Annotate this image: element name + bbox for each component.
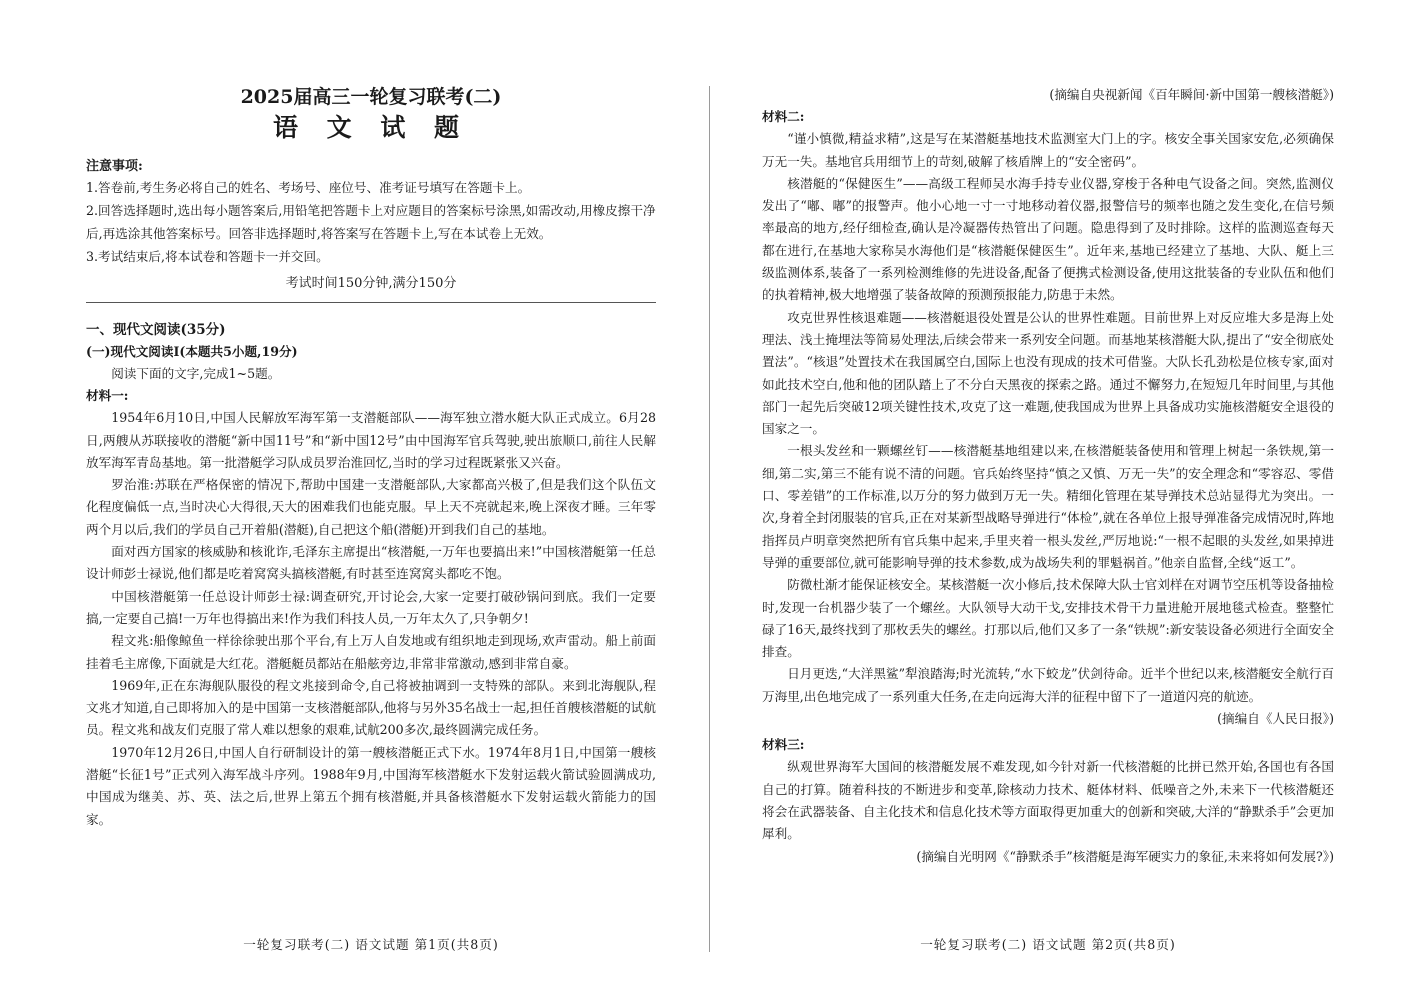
exam-title: 2025届高三一轮复习联考(二) [240, 86, 502, 108]
notice-title: 注意事项: [86, 159, 143, 174]
sub-heading: (一)现代文阅读Ⅰ(本题共5小题,19分) [86, 344, 298, 359]
notice-item: 2.回答选择题时,选出每小题答案后,用铅笔把答题卡上对应题目的答案标号涂黑,如需改动,用橡皮擦干净后,再选涂其他答案标号。回答非选择题时,将答案写在答题卡上,写在本试卷上无效。 [86, 203, 656, 241]
material-3-label: 材料三: [762, 737, 805, 753]
material-1-paragraph: 1969年,正在东海舰队服役的程文兆接到命令,自己将被抽调到一支特殊的部队。来到北海舰队,程文兆才知道,自己即将加入的是中国第一支核潜艇部队,他将与另外35名战士一起,担任首艘核潜艇的试航员。程文兆和战友们克服了常人难以想象的艰难,试航200多次,最终圆满完成任务。 [86, 677, 656, 738]
material-3-source: (摘编自光明网《“静默杀手”核潜艇是海军硬实力的象征,未来将如何发展?》) [916, 848, 1334, 864]
material-2-paragraph: “谨小慎微,精益求精”,这是写在某潜艇基地技术监测室大门上的字。核安全事关国家安危,必须确保万无一失。基地官兵用细节上的苛刻,破解了核盾牌上的“安全密码”。 [762, 131, 1334, 169]
page-1 [86, 84, 656, 831]
material-1-paragraph: 1970年12月26日,中国人自行研制设计的第一艘核潜艇正式下水。1974年8月1日,中国第一艘核潜艇“长征1号”正式列入海军战斗序列。1988年9月,中国海军核潜艇水下发射运载火箭试验圆满成功,中国成为继美、苏、英、法之后,世界上第五个拥有核潜艇,并具备核潜艇水下发射运载火箭能力的国家。 [86, 744, 656, 827]
column-divider [709, 86, 710, 952]
page-2 [762, 84, 1334, 868]
page-1-footer: 一轮复习联考(二) 语文试题 第1页(共8页) [243, 937, 499, 952]
material-2-paragraph: 日月更迭,“大洋黑鲨”犁浪踏海;时光流转,“水下蛟龙”伏剑待命。近半个世纪以来,核潜艇安全航行百万海里,出色地完成了一系列重大任务,在走向远海大洋的征程中留下了一道道闪亮的航迹。 [762, 666, 1334, 704]
horizontal-rule [86, 302, 656, 303]
exam-time: 考试时间150分钟,满分150分 [285, 276, 457, 291]
material-2-label: 材料二: [762, 109, 805, 125]
material-1-label: 材料一: [86, 388, 129, 404]
material-2-paragraph: 核潜艇的“保健医生”——高级工程师吴水海手持专业仪器,穿梭于各种电气设备之间。突然,监测仪发出了“嘟、嘟”的报警声。他小心地一寸一寸地移动着仪器,报警信号的频率也随之发生变化,在信号频率最高的地方,经仔细检查,确认是冷凝器传热管出了问题。隐患得到了及时排除。这样的监测巡查每天都在进行,在基地大家称吴水海他们是“核潜艇保健医生”。近年来,基地已经建立了基地、大队、艇上三级监测体系,装备了一系列检测维修的先进设备,配备了便携式检测设备,使用这批装备的专业队伍和他们的执着精神,极大地增强了装备故障的预测预报能力,防患于未然。 [762, 175, 1334, 303]
material-2-paragraph: 一根头发丝和一颗螺丝钉——核潜艇基地组建以来,在核潜艇装备使用和管理上树起一条铁规,第一细,第二实,第三不能有说不清的问题。官兵始终坚持“慎之又慎、万无一失”的安全理念和“零容忍、零借口、零差错”的工作标准,以万分的努力做到万无一失。精细化管理在某导弹技术总站显得尤为突出。一次,身着全封闭服装的官兵,正在对某新型战略导弹进行“体检”,就在各单位上报导弹准备完成情况时,阵地指挥员卢明章突然把所有官兵集中起来,手里夹着一根头发丝,严厉地说:“一根不起眼的头发丝,如果掉进导弹的重要部位,就可能影响导弹的技术参数,成为战场失利的罪魁祸首。”他亲自监督,全线“返工”。 [762, 443, 1334, 570]
material-1-paragraph: 中国核潜艇第一任总设计师彭士禄:调查研究,开讨论会,大家一定要打破砂锅问到底。我们一定要搞,一定要自己搞!一万年也得搞出来!作为我们科技人员,一万年太久了,只争朝夕! [86, 588, 656, 626]
exam-subtitle: 语 文 试 题 [272, 113, 470, 142]
material-3-paragraph: 纵观世界海军大国间的核潜艇发展不难发现,如今针对新一代核潜艇的比拼已然开始,各国也有各国自己的打算。随着科技的不断进步和变革,除核动力技术、艇体材料、低噪音之外,未来下一代核潜艇还将会在武器装备、自主化技术和信息化技术等方面取得更加重大的创新和突破,大洋的“静默杀手”会更加犀利。 [762, 759, 1334, 842]
material-2-paragraph: 防微杜渐才能保证核安全。某核潜艇一次小修后,技术保障大队士官刘样在对调节空压机等设备抽检时,发现一台机器少装了一个螺丝。大队领导大动干戈,安排技术骨干力量进舱开展地毯式检查。整整忙碌了16天,最终找到了那枚丢失的螺丝。打那以后,他们又多了一条“铁规”:新安装设备必须进行全面安全排查。 [762, 577, 1334, 660]
notice-item: 3.考试结束后,将本试卷和答题卡一并交回。 [86, 249, 329, 264]
material-1-paragraph: 程文兆:船像鲸鱼一样徐徐驶出那个平台,有上万人自发地或有组织地走到现场,欢声雷动。船上前面挂着毛主席像,下面就是大红花。潜艇艇员都站在船舷旁边,非常非常激动,感到非常自豪。 [86, 633, 656, 671]
material-1-paragraph: 罗治淮:苏联在严格保密的情况下,帮助中国建一支潜艇部队,大家都高兴极了,但是我们这个队伍文化程度偏低一点,当时决心大得很,天大的困难我们也能克服。早上天不亮就起来,晚上深夜才睡。三年零两个月以后,我们的学员自己开着船(潜艇),自己把这个船(潜艇)开到我们自己的基地。 [86, 477, 656, 537]
material-1-source: (摘编自央视新闻《百年瞬间·新中国第一艘核潜艇》) [1049, 87, 1334, 102]
reading-instruction: 阅读下面的文字,完成1~5题。 [111, 366, 281, 381]
material-1-paragraph: 1954年6月10日,中国人民解放军海军第一支潜艇部队——海军独立潜水艇大队正式成立。6月28日,两艘从苏联接收的潜艇“新中国11号”和“新中国12号”由中国海军官兵驾驶,驶出旅顺口,前往人民解放军海军青岛基地。第一批潜艇学习队成员罗治淮回忆,当时的学习过程既紧张又兴奋。 [86, 410, 656, 470]
page-2-footer: 一轮复习联考(二) 语文试题 第2页(共8页) [920, 937, 1176, 952]
material-2-source: (摘编自《人民日报》) [1217, 711, 1334, 727]
material-2-paragraph: 攻克世界性核退难题——核潜艇退役处置是公认的世界性难题。目前世界上对反应堆大多是海上处理法、浅土掩埋法等简易处理法,后续会带来一系列安全问题。而基地某核潜艇大队,提出了“安全彻底处置法”。“核退”处置技术在我国属空白,国际上也没有现成的技术可借鉴。大队长孔劲松是位核专家,面对如此技术空白,他和他的团队踏上了不分白天黑夜的探索之路。通过不懈努力,在短短几年时间里,与其他部门一起先后突破12项关键性技术,攻克了这一难题,使我国成为世界上具备成功实施核潜艇安全退役的国家之一。 [762, 309, 1334, 437]
material-1-paragraph: 面对西方国家的核威胁和核讹诈,毛泽东主席提出“核潜艇,一万年也要搞出来!”中国核潜艇第一任总设计师彭士禄说,他们都是吃着窝窝头搞核潜艇,有时甚至连窝窝头都吃不饱。 [86, 544, 656, 582]
notice-block [86, 158, 656, 296]
section-heading: 一、现代文阅读(35分) [86, 322, 226, 338]
notice-item: 1.答卷前,考生务必将自己的姓名、考场号、座位号、准考证号填写在答题卡上。 [86, 180, 531, 195]
